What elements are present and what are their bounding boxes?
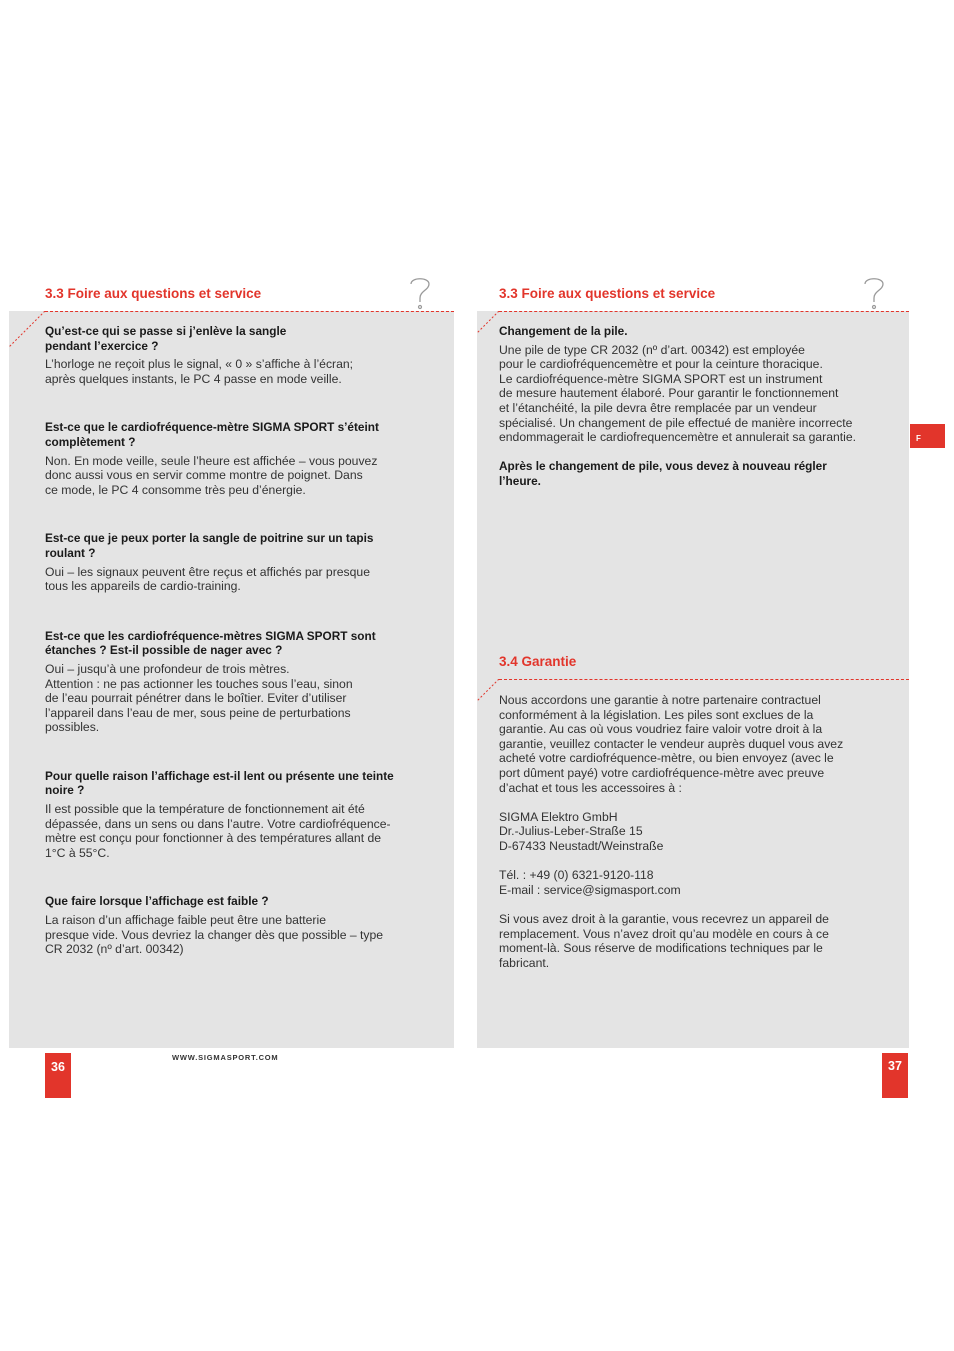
text-line: Est-ce que le cardiofréquence-mètre SIGMA SPORT s’éteint	[45, 420, 379, 435]
text-line: garantie. Au cas où vous voudriez faire valoir votre droit à la	[499, 722, 823, 737]
text-line: Que faire lorsque l’affichage est faible ?	[45, 894, 269, 909]
faq-answer	[45, 662, 445, 735]
text-line: Non. En mode veille, seule l’heure est affichée – vous pouvez	[45, 453, 378, 468]
warranty-address	[499, 810, 899, 854]
warranty-heading-rule	[499, 679, 909, 680]
text-line: roulant ?	[45, 545, 96, 560]
text-line: fabricant.	[499, 955, 550, 970]
text-line: l’heure.	[499, 473, 541, 488]
text-line: 1°C à 55°C.	[45, 845, 110, 860]
question-mark-icon	[407, 274, 433, 310]
text-line: Est-ce que je peux porter la sangle de poitrine sur un tapis	[45, 531, 374, 546]
warranty-closing	[499, 912, 899, 970]
right-page-number: 37	[882, 1053, 908, 1098]
text-line: Qu’est-ce qui se passe si j’enlève la sangle	[45, 324, 287, 338]
text-line: tous les appareils de cardio-training.	[45, 579, 241, 594]
battery-text	[499, 343, 899, 445]
text-line: endommagerait le cardiofrequencemètre et annulerait sa garantie.	[499, 430, 857, 445]
text-line: dépassée, dans un sens ou dans l’autre. Votre cardiofréquence-	[45, 816, 391, 831]
warranty-heading-diagonal	[477, 679, 501, 703]
text-line: complètement ?	[45, 434, 136, 449]
text-line: port dûment payé) votre cardiofréquence-mètre avec preuve	[499, 765, 825, 780]
text-line: Tél. : +49 (0) 6321-9120-118	[499, 868, 654, 883]
faq-answer	[45, 454, 445, 498]
text-line: Oui – les signaux peuvent être reçus et affichés par presque	[45, 564, 370, 579]
text-line: étanches ? Est-il possible de nager avec ?	[45, 643, 283, 658]
question-mark-icon	[861, 274, 887, 310]
text-line: pour le cardiofréquencemètre et pour la ceinture thoracique.	[499, 357, 823, 372]
warranty-heading: 3.4 Garantie	[499, 654, 577, 669]
left-heading-rule	[45, 311, 454, 312]
text-line: de l’eau pourrait pénétrer dans le boîtier. Eviter d’utiliser	[45, 691, 347, 706]
language-tab-label: F	[916, 434, 921, 443]
text-line: de mesure hautement élaboré. Pour garantir le fonctionnement	[499, 386, 839, 401]
text-line: Une pile de type CR 2032 (nº d’art. 00342) est employée	[499, 342, 805, 357]
warranty-text	[499, 693, 899, 795]
faq-item	[45, 420, 445, 497]
left-page-number: 36	[45, 1053, 71, 1098]
faq-item	[45, 894, 445, 956]
text-line: Nous accordons une garantie à notre partenaire contractuel	[499, 693, 821, 707]
right-heading-rule	[499, 311, 909, 312]
text-line: acheté votre cardiofréquence-mètre, ou bien envoyez (avec le	[499, 751, 834, 766]
text-line: L’horloge ne reçoit plus le signal, « 0 » s’affiche à l’écran;	[45, 357, 354, 372]
left-faq-list	[45, 324, 445, 957]
warranty-contact	[499, 868, 899, 897]
text-line: presque vide. Vous devriez la changer dès que possible – type	[45, 927, 384, 942]
text-line: E-mail : service@sigmasport.com	[499, 882, 681, 897]
text-line: spécialisé. Un changement de pile effectué de manière incorrecte	[499, 415, 853, 430]
text-line: CR 2032 (nº d’art. 00342)	[45, 942, 184, 957]
language-tab	[910, 424, 945, 448]
text-line: et l’étanchéité, la pile devra être remplacée par un vendeur	[499, 400, 817, 415]
battery-note	[499, 459, 899, 488]
battery-title: Changement de la pile.	[499, 324, 628, 338]
text-line: Il est possible que la température de fonctionnement ait été	[45, 802, 365, 817]
faq-item	[45, 629, 445, 735]
text-line: d’achat et tous les accessoires à :	[499, 780, 682, 795]
website-url: WWW.SIGMASPORT.COM	[172, 1053, 279, 1062]
text-line: noire ?	[45, 783, 85, 798]
faq-answer	[45, 913, 445, 957]
faq-question	[45, 629, 445, 658]
text-line: Dr.-Julius-Leber-Straße 15	[499, 824, 643, 839]
text-line: moment-là. Sous réserve de modifications techniques par le	[499, 941, 823, 956]
faq-item	[45, 769, 445, 861]
text-line: garantie, veuillez contacter le vendeur auprès duquel vous avez	[499, 736, 844, 751]
faq-question	[45, 769, 445, 798]
warranty-section	[499, 693, 899, 970]
text-line: La raison d’un affichage faible peut être une batterie	[45, 913, 326, 928]
text-line: conformément à la législation. Les piles sont exclues de la	[499, 707, 814, 722]
faq-answer	[45, 565, 445, 594]
text-line: pendant l’exercice ?	[45, 338, 159, 353]
faq-item	[45, 531, 445, 593]
faq-question	[45, 420, 445, 449]
faq-question	[45, 894, 445, 909]
right-section-heading: 3.3 Foire aux questions et service	[499, 286, 716, 301]
text-line: Pour quelle raison l’affichage est-il lent ou présente une teinte	[45, 768, 394, 783]
text-line: possibles.	[45, 720, 100, 735]
text-line: remplacement. Vous n’avez droit qu’au modèle en cours à ce	[499, 926, 829, 941]
text-line: Le cardiofréquence-mètre SIGMA SPORT est un instrument	[499, 371, 823, 386]
left-heading-diagonal	[9, 311, 47, 349]
faq-question	[45, 531, 445, 560]
text-line: Attention : ne pas actionner les touches sous l’eau, sinon	[45, 676, 353, 691]
faq-answer	[45, 357, 445, 386]
faq-item	[45, 324, 445, 386]
text-line: Oui – jusqu’à une profondeur de trois mètres.	[45, 661, 290, 676]
faq-question	[45, 324, 445, 353]
text-line: SIGMA Elektro GmbH	[499, 809, 618, 824]
text-line: D-67433 Neustadt/Weinstraße	[499, 838, 664, 853]
left-section-heading: 3.3 Foire aux questions et service	[45, 286, 262, 301]
text-line: ce mode, le PC 4 consomme très peu d’énergie.	[45, 482, 306, 497]
right-heading-diagonal	[477, 311, 501, 335]
text-line: donc aussi vous en servir comme montre de poignet. Dans	[45, 468, 363, 483]
battery-section	[499, 324, 899, 489]
text-line: mètre est conçu pour fonctionner à des températures allant de	[45, 831, 382, 846]
text-line: Après le changement de pile, vous devez à nouveau régler	[499, 459, 827, 474]
faq-answer	[45, 802, 445, 860]
text-line: Est-ce que les cardiofréquence-mètres SIGMA SPORT sont	[45, 628, 376, 643]
text-line: Si vous avez droit à la garantie, vous recevrez un appareil de	[499, 911, 829, 926]
text-line: l’appareil dans l’eau de mer, sous peine de perturbations	[45, 705, 351, 720]
text-line: après quelques instants, le PC 4 passe en mode veille.	[45, 371, 342, 386]
